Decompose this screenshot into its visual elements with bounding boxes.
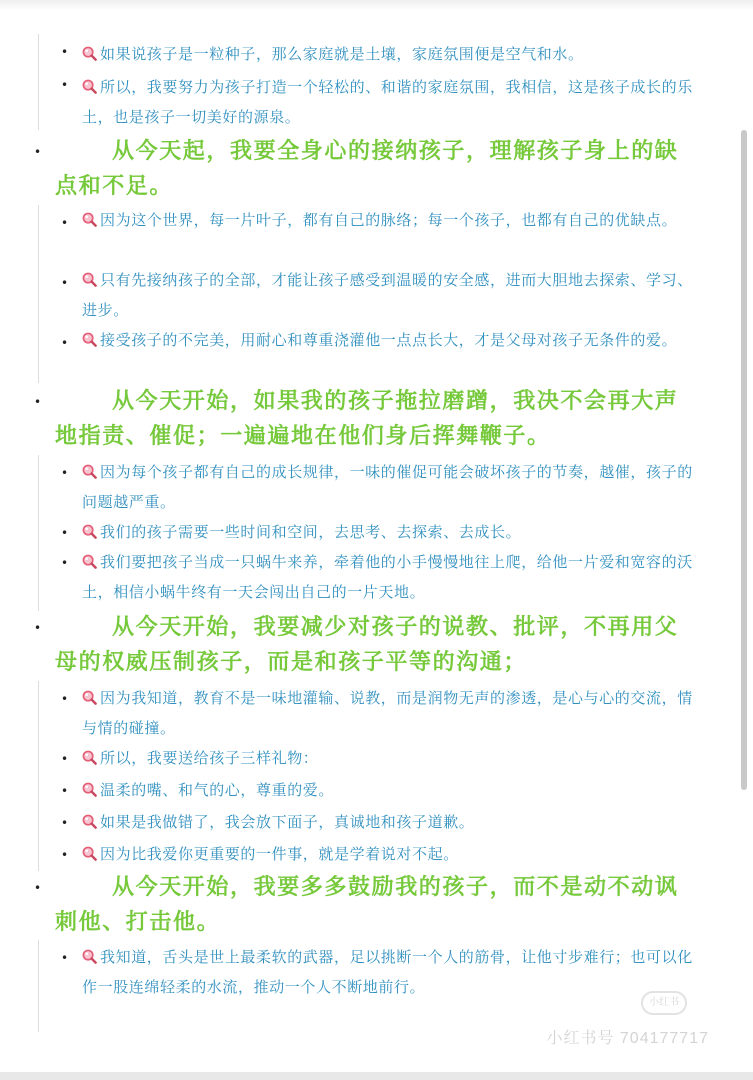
list-item: 温柔的嘴、和气的心，尊重的爱。: [82, 775, 694, 805]
magnifying-glass-icon: [82, 549, 97, 564]
magnifying-glass-icon: [82, 777, 97, 792]
section-heading: 从今天开始，如果我的孩子拖拉磨蹭，我决不会再大声地指责、催促；一遍遍地在他们身后挥舞鞭子。: [55, 389, 679, 449]
bottom-edge-bar: [0, 1072, 753, 1080]
list-item: 我们的孩子需要一些时间和空间，去思考、去探索、去成长。: [82, 517, 694, 547]
bullet-dot: •: [61, 78, 69, 92]
bullet-dot: •: [61, 784, 69, 798]
list-item: 所以，我要努力为孩子打造一个轻松的、和谐的家庭氛围，我相信，这是孩子成长的乐土，也是孩子一切美好的源泉。: [82, 72, 694, 132]
list-item: 因为每个孩子都有自己的成长规律，一味的催促可能会破坏孩子的节奏，越催，孩子的问题越严重。: [82, 457, 694, 517]
list-item: 我知道，舌头是世上最柔软的武器，足以挑断一个人的筋骨，让他寸步难行；也可以化作一股连绵轻柔的水流，推动一个人不断地前行。: [82, 942, 694, 1002]
magnifying-glass-icon: [82, 459, 97, 474]
bullet-dot: •: [61, 276, 69, 290]
magnifying-glass-icon: [82, 745, 97, 760]
bullet-dot: •: [61, 45, 69, 59]
list-item: 因为这个世界，每一片叶子，都有自己的脉络；每一个孩子，也都有自己的优缺点。: [82, 205, 694, 235]
list-item: 如果说孩子是一粒种子，那么家庭就是土壤，家庭氛围便是空气和水。: [82, 39, 694, 69]
scrollbar-thumb[interactable]: [741, 130, 747, 790]
list-item: 因为比我爱你更重要的一件事，就是学着说对不起。: [82, 839, 694, 869]
bullet-dot: •: [61, 951, 69, 965]
bullet-dot: •: [61, 816, 69, 830]
bullet-dot: •: [61, 336, 69, 350]
magnifying-glass-icon: [82, 519, 97, 534]
bullet-dot: •: [61, 848, 69, 862]
magnifying-glass-icon: [82, 841, 97, 856]
bullet-dot: •: [34, 145, 42, 159]
magnifying-glass-icon: [82, 267, 97, 282]
bullet-dot: •: [61, 466, 69, 480]
magnifying-glass-icon: [82, 207, 97, 222]
watermark-text: 小红书号 704177717: [546, 1030, 709, 1047]
list-item: 我们要把孩子当成一只蜗牛来养，牵着他的小手慢慢地往上爬，给他一片爱和宽容的沃土，相信小蜗牛终有一天会闯出自己的一片天地。: [82, 547, 694, 607]
list-item: 接受孩子的不完美，用耐心和尊重浇灌他一点点长大，才是父母对孩子无条件的爱。: [82, 325, 694, 355]
bullet-dot: •: [61, 692, 69, 706]
list-item: 所以，我要送给孩子三样礼物：: [82, 743, 694, 773]
magnifying-glass-icon: [82, 944, 97, 959]
section-heading: 从今天起，我要全身心的接纳孩子，理解孩子身上的缺点和不足。: [55, 139, 679, 199]
bullet-dot: •: [61, 216, 69, 230]
bullet-dot: •: [34, 395, 42, 409]
bullet-dot: •: [61, 556, 69, 570]
list-item: 如果是我做错了，我会放下面子，真诚地和孩子道歉。: [82, 807, 694, 837]
magnifying-glass-icon: [82, 41, 97, 56]
bullet-dot: •: [34, 881, 42, 895]
section-heading: 从今天开始，我要多多鼓励我的孩子，而不是动不动讽刺他、打击他。: [55, 875, 679, 935]
magnifying-glass-icon: [82, 327, 97, 342]
list-item: 因为我知道，教育不是一味地灌输、说教，而是润物无声的渗透，是心与心的交流，情与情的碰撞。: [82, 683, 694, 743]
list-item: 只有先接纳孩子的全部，才能让孩子感受到温暖的安全感，进而大胆地去探索、学习、进步。: [82, 265, 694, 325]
bullet-dot: •: [34, 621, 42, 635]
magnifying-glass-icon: [82, 685, 97, 700]
magnifying-glass-icon: [82, 74, 97, 89]
top-edge-shadow: [0, 0, 753, 10]
xiaohongshu-logo: 小红书: [641, 991, 687, 1015]
bullet-dot: •: [61, 526, 69, 540]
section-heading: 从今天开始，我要减少对孩子的说教、批评，不再用父母的权威压制孩子，而是和孩子平等的沟通；: [55, 615, 679, 675]
magnifying-glass-icon: [82, 809, 97, 824]
bullet-dot: •: [61, 752, 69, 766]
